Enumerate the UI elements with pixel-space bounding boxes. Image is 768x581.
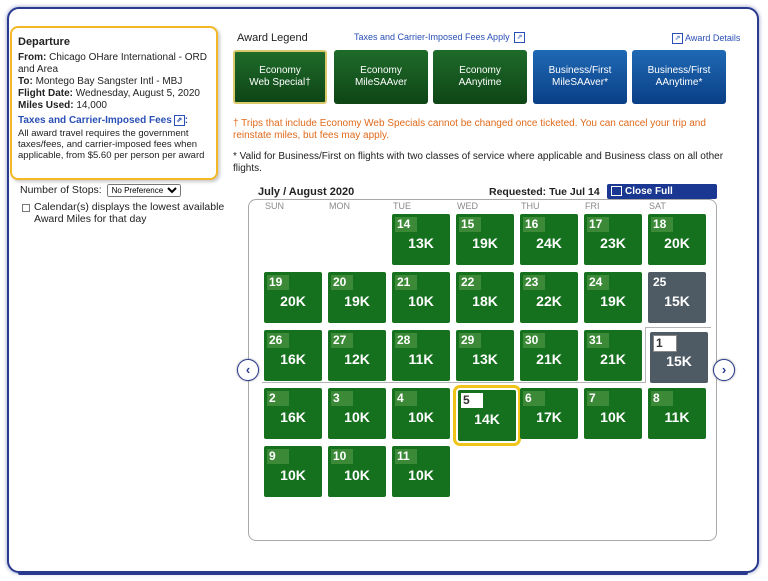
day-miles: 10K [280, 467, 306, 483]
day-number: 4 [395, 391, 417, 406]
bullet-icon [22, 204, 30, 212]
day-cell[interactable] [456, 214, 514, 265]
departure-heading: Departure [18, 36, 70, 48]
legend-business-milesaaver[interactable] [533, 50, 627, 104]
dow-sat: SAT [649, 201, 666, 211]
day-number: 11 [395, 449, 417, 464]
legend-line1: Economy [259, 65, 301, 76]
legend-line2: AAnytime* [655, 77, 703, 88]
day-number: 5 [461, 393, 483, 408]
day-number: 31 [587, 333, 609, 348]
day-cell[interactable] [264, 330, 322, 381]
legend-line2: AAnytime [458, 77, 502, 88]
day-miles: 13K [472, 351, 498, 367]
day-cell[interactable] [392, 388, 450, 439]
day-miles: 24K [536, 235, 562, 251]
day-cell[interactable] [584, 214, 642, 265]
day-cell[interactable] [328, 330, 386, 381]
award-details-label: Award Details [685, 33, 741, 43]
day-number: 8 [651, 391, 673, 406]
close-calendar-button[interactable] [607, 184, 717, 199]
legend-economy-web-special[interactable] [233, 50, 327, 104]
day-cell[interactable] [584, 330, 642, 381]
month-divider [645, 327, 646, 382]
legend-business-aanytime[interactable] [632, 50, 726, 104]
day-number: 28 [395, 333, 417, 348]
from-row [18, 52, 210, 76]
day-cell[interactable] [456, 330, 514, 381]
day-cell[interactable] [520, 388, 578, 439]
dow-sun: SUN [265, 201, 285, 211]
requested-date: Requested: Tue Jul 14 [489, 186, 600, 198]
calendar-icon [611, 186, 622, 196]
legend-line1: Business/First [647, 65, 711, 76]
external-link-icon: ⇗ [514, 32, 525, 43]
stops-select[interactable] [107, 184, 181, 197]
day-miles: 10K [408, 409, 434, 425]
legend-line2: MileSAAver* [552, 77, 608, 88]
to-label: To: [18, 76, 33, 87]
day-number: 7 [587, 391, 609, 406]
from-label: From: [18, 52, 47, 63]
legend-economy-milesaaver[interactable] [334, 50, 428, 104]
close-calendar-label: Close Full [625, 186, 673, 197]
prev-month-button[interactable] [237, 359, 259, 381]
day-miles: 20K [280, 293, 306, 309]
day-miles: 22K [536, 293, 562, 309]
departure-summary [10, 26, 218, 180]
day-number: 1 [653, 335, 677, 352]
dow-thu: THU [521, 201, 540, 211]
dow-wed: WED [457, 201, 478, 211]
day-cell[interactable] [456, 272, 514, 323]
day-cell[interactable] [584, 272, 642, 323]
from-value: Chicago OHare International - ORD and Area [18, 52, 207, 75]
miles-row [18, 100, 210, 112]
day-cell[interactable] [520, 272, 578, 323]
external-link-icon: ⇗ [174, 115, 185, 126]
day-miles: 12K [344, 351, 370, 367]
stops-label: Number of Stops: [20, 184, 102, 196]
day-cell[interactable] [648, 388, 706, 439]
day-cell[interactable] [392, 330, 450, 381]
chevron-left-icon: ‹ [245, 362, 251, 377]
day-miles: 21K [600, 351, 626, 367]
day-cell[interactable] [264, 388, 322, 439]
day-number: 19 [267, 275, 289, 290]
day-number: 27 [331, 333, 353, 348]
day-miles: 16K [280, 409, 306, 425]
day-miles: 18K [472, 293, 498, 309]
to-row [18, 76, 210, 88]
day-cell[interactable] [520, 330, 578, 381]
day-number: 18 [651, 217, 673, 232]
day-miles: 15K [664, 293, 690, 309]
day-number: 16 [523, 217, 545, 232]
calendar-note [22, 201, 234, 225]
day-number: 15 [459, 217, 481, 232]
month-title: July / August 2020 [258, 186, 355, 198]
dow-tue: TUE [393, 201, 411, 211]
panel-shadow [18, 571, 748, 575]
legend-economy-aanytime[interactable] [433, 50, 527, 104]
day-number: 17 [587, 217, 609, 232]
day-cell[interactable] [392, 272, 450, 323]
day-miles: 11K [408, 351, 434, 367]
day-cell[interactable] [648, 272, 706, 323]
legend-line1: Business/First [548, 65, 612, 76]
day-number: 25 [653, 275, 667, 289]
taxes-apply-link[interactable] [354, 32, 525, 43]
day-number: 26 [267, 333, 289, 348]
day-miles: 21K [536, 351, 562, 367]
date-value: Wednesday, August 5, 2020 [75, 88, 200, 99]
next-month-button[interactable] [713, 359, 735, 381]
day-cell[interactable] [392, 214, 450, 265]
to-value: Montego Bay Sangster Intl - MBJ [35, 76, 183, 87]
calendar-note-text: Calendar(s) displays the lowest available Award Miles for that day [34, 201, 225, 225]
miles-value: 14,000 [76, 100, 107, 111]
day-miles: 15K [666, 353, 692, 369]
taxes-fees-link[interactable]: Taxes and Carrier-Imposed Fees ⇗ : [18, 115, 189, 127]
legend-title: Award Legend [237, 32, 308, 44]
day-number: 30 [523, 333, 545, 348]
day-miles: 17K [536, 409, 562, 425]
day-miles: 10K [408, 293, 434, 309]
day-number: 3 [331, 391, 353, 406]
dow-mon: MON [329, 201, 350, 211]
day-cell[interactable] [584, 388, 642, 439]
web-special-note: † Trips that include Economy Web Specials cannot be changed once ticketed. You can cancel your trip and reinstate miles, but fees may apply. [233, 118, 706, 141]
day-number: 20 [331, 275, 353, 290]
day-number: 24 [587, 275, 609, 290]
day-number: 22 [459, 275, 481, 290]
day-number: 14 [395, 217, 417, 232]
day-miles: 16K [280, 351, 306, 367]
day-number: 21 [395, 275, 417, 290]
month-divider [645, 327, 711, 328]
day-miles: 19K [344, 293, 370, 309]
legend-line1: Economy [360, 65, 402, 76]
day-cell[interactable] [328, 388, 386, 439]
dow-fri: FRI [585, 201, 600, 211]
day-cell[interactable] [264, 272, 322, 323]
taxes-note: All award travel requires the government taxes/fees, and carrier-imposed fees when applicable, from $5.60 per person per award [18, 128, 205, 162]
details-icon: ⇗ [672, 33, 683, 44]
day-number: 9 [267, 449, 289, 464]
chevron-right-icon: › [721, 362, 727, 377]
day-cell[interactable] [328, 272, 386, 323]
taxes-apply-link-label: Taxes and Carrier-Imposed Fees Apply [354, 32, 510, 42]
business-first-note: * Valid for Business/First on flights with two classes of service where applicable and Business class on all other flights. [233, 151, 724, 174]
day-miles: 20K [664, 235, 690, 251]
day-number: 2 [267, 391, 289, 406]
day-cell-selected[interactable] [458, 390, 516, 441]
day-cell[interactable] [392, 446, 450, 497]
day-miles: 14K [474, 411, 500, 427]
date-label: Flight Date: [18, 88, 73, 99]
day-miles: 10K [408, 467, 434, 483]
day-miles: 10K [600, 409, 626, 425]
day-number: 10 [331, 449, 353, 464]
day-miles: 10K [344, 467, 370, 483]
day-number: 23 [523, 275, 545, 290]
award-details-link[interactable] [670, 33, 740, 44]
day-cell[interactable] [650, 332, 708, 383]
day-miles: 19K [600, 293, 626, 309]
miles-label: Miles Used: [18, 100, 74, 111]
day-miles: 13K [408, 235, 434, 251]
month-divider [262, 382, 646, 383]
date-row [18, 88, 210, 100]
taxes-fees-link-label: Taxes and Carrier-Imposed Fees [18, 115, 172, 127]
day-cell[interactable] [328, 446, 386, 497]
day-miles: 19K [472, 235, 498, 251]
legend-line2: Web Special† [249, 77, 311, 88]
day-number: 29 [459, 333, 481, 348]
day-miles: 23K [600, 235, 626, 251]
day-cell[interactable] [264, 446, 322, 497]
day-cell[interactable] [648, 214, 706, 265]
day-miles: 10K [344, 409, 370, 425]
legend-line1: Economy [459, 65, 501, 76]
legend-line2: MileSAAver [354, 77, 408, 88]
stops-filter [20, 184, 181, 197]
day-miles: 11K [664, 409, 690, 425]
day-cell[interactable] [520, 214, 578, 265]
day-number: 6 [523, 391, 545, 406]
